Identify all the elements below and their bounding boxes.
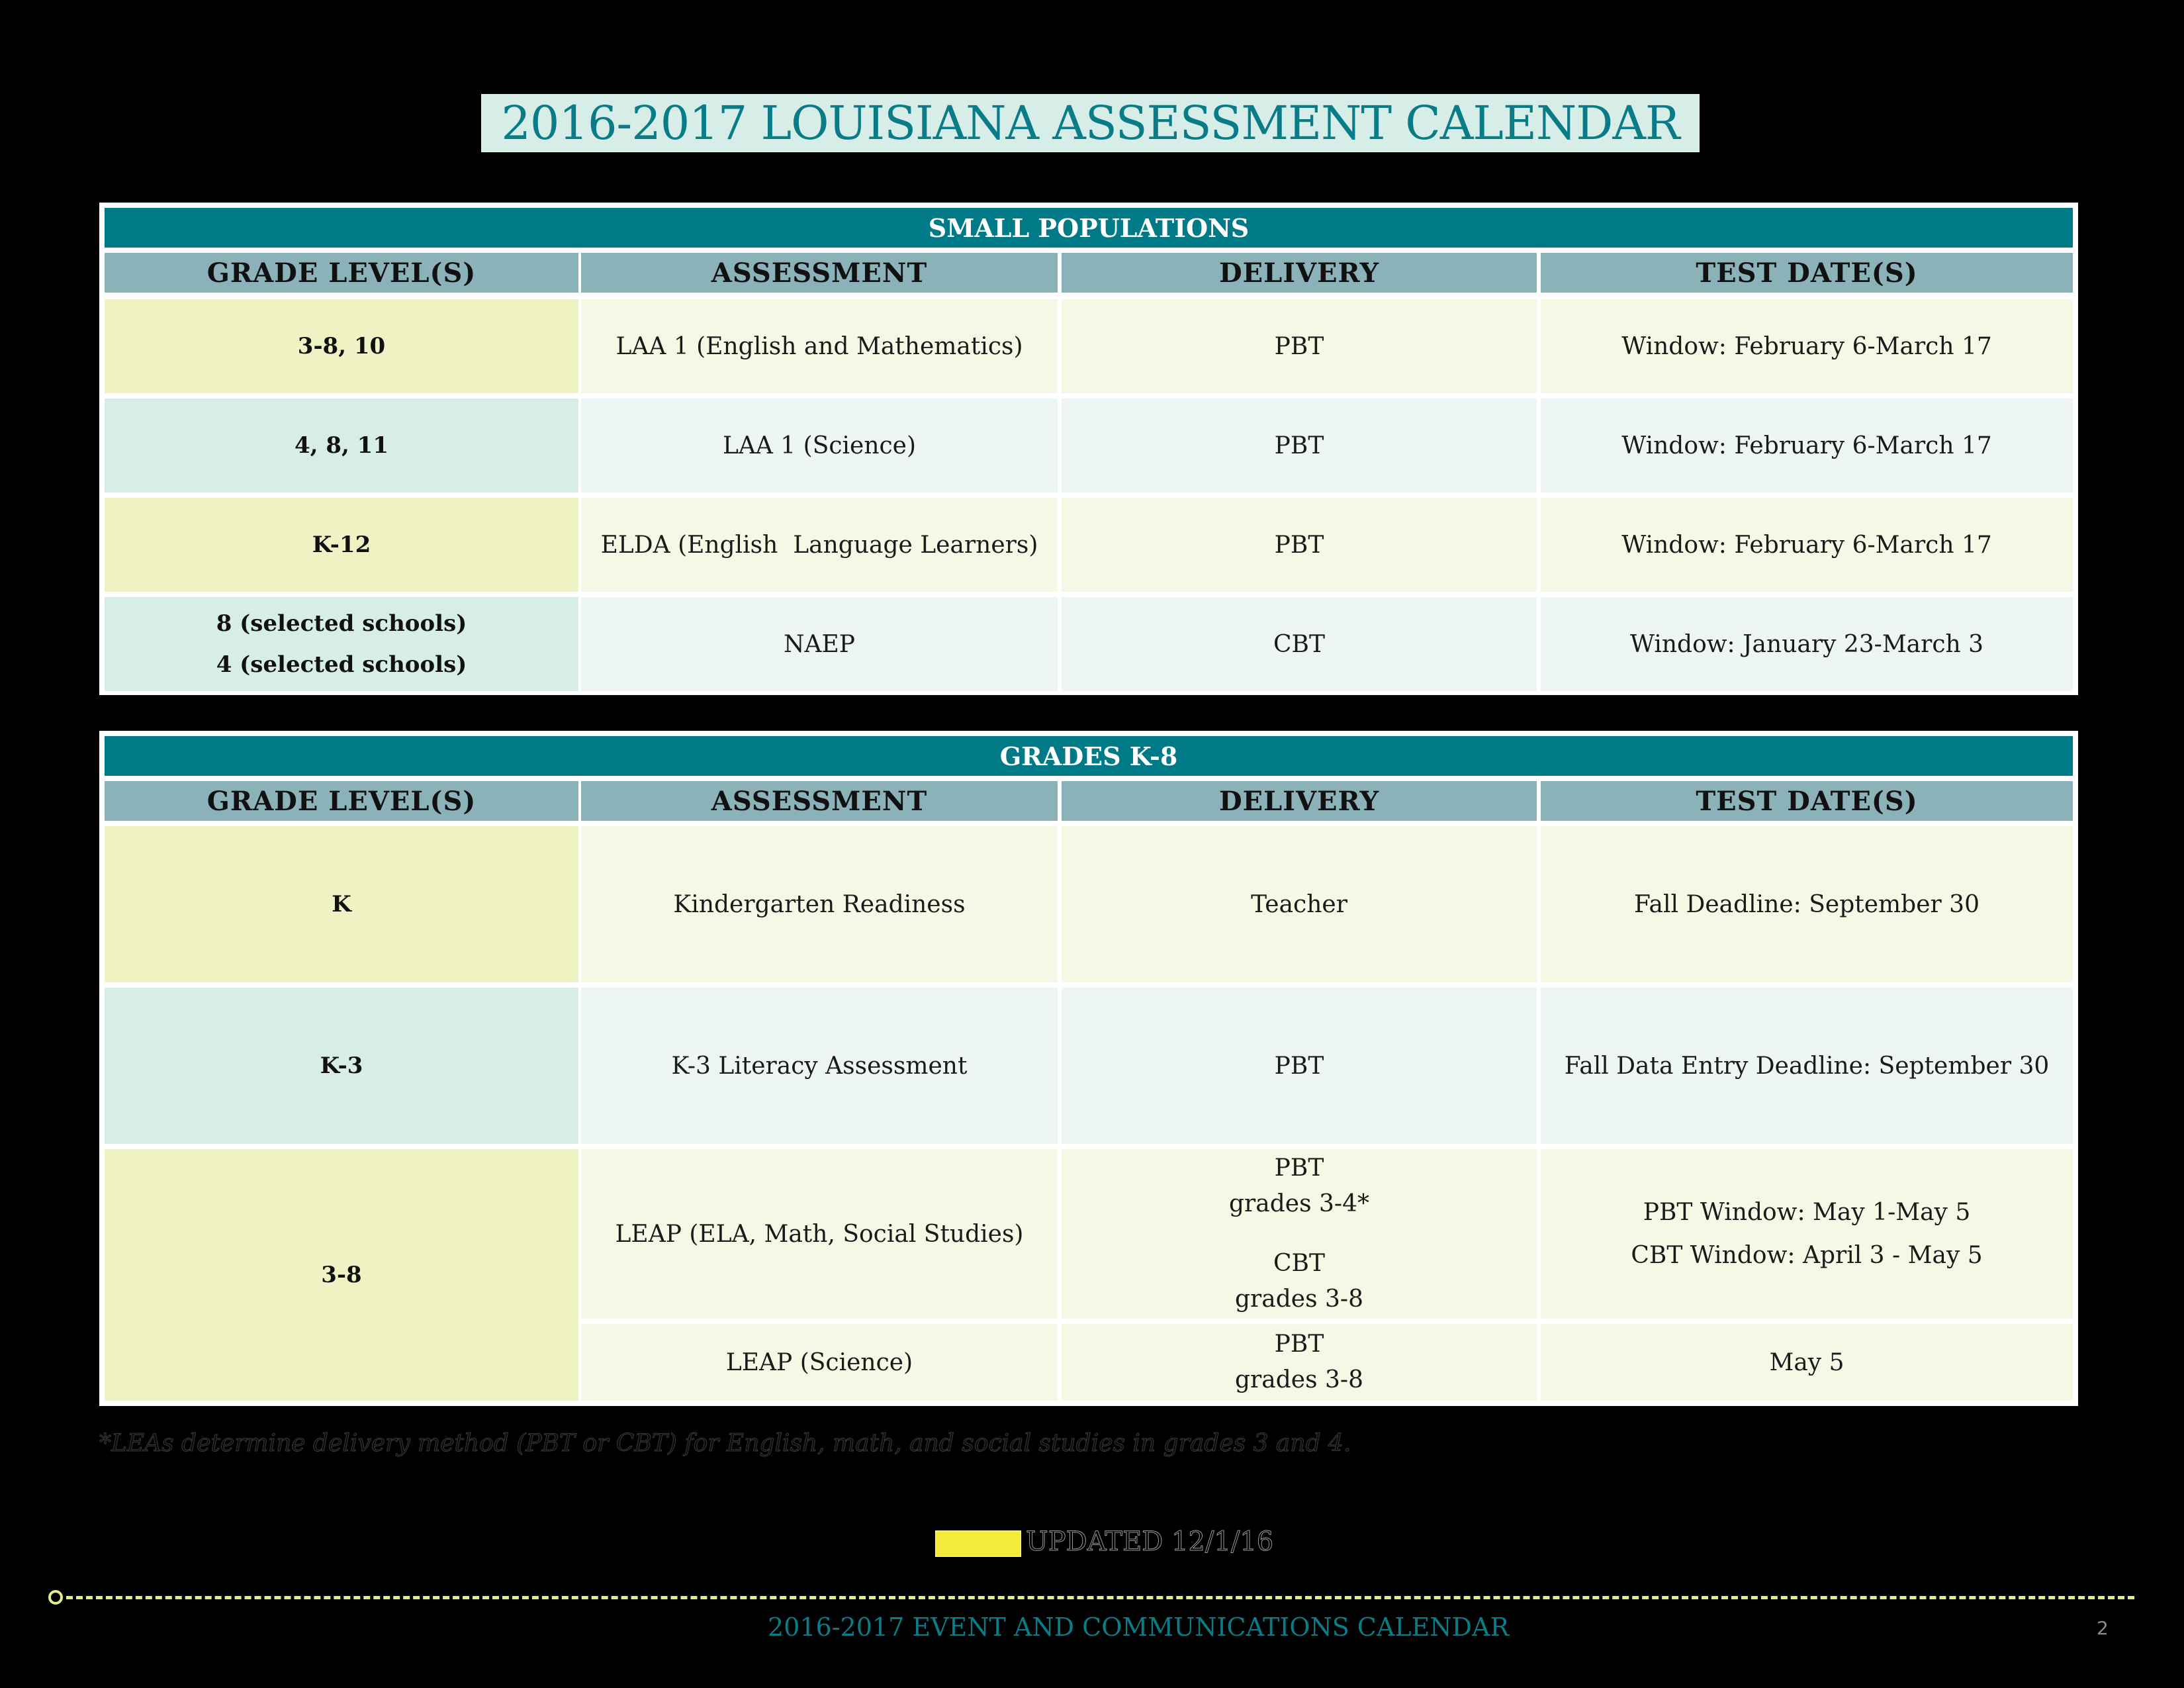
grade-cell: 3-8, 10 xyxy=(105,299,578,393)
grade-cell: K xyxy=(105,826,578,982)
column-header-assessment: ASSESSMENT xyxy=(581,253,1058,293)
test-dates-cell: Window: January 23-March 3 xyxy=(1541,597,2073,691)
delivery-cell: PBT xyxy=(1062,299,1537,393)
column-header-delivery: DELIVERY xyxy=(1062,253,1537,293)
small-populations-table xyxy=(99,203,2078,695)
date-line: CBT Window: April 3 - May 5 xyxy=(1631,1242,1983,1269)
delivery-line: grades 3-8 xyxy=(1235,1366,1363,1393)
delivery-line: PBT xyxy=(1274,1331,1324,1358)
assessment-cell: LEAP (ELA, Math, Social Studies) xyxy=(581,1149,1058,1319)
footer-title: 2016-2017 EVENT AND COMMUNICATIONS CALENDAR xyxy=(768,1613,1510,1642)
dashed-divider xyxy=(66,1596,2134,1599)
delivery-line: grades 3-4* xyxy=(1229,1190,1369,1217)
test-dates-cell: Window: February 6-March 17 xyxy=(1541,299,2073,393)
delivery-line: CBT xyxy=(1273,1250,1325,1277)
assessment-cell: LAA 1 (Science) xyxy=(581,399,1058,492)
page-number: 2 xyxy=(2097,1617,2109,1639)
delivery-cell xyxy=(1062,1149,1537,1319)
column-header-grade: GRADE LEVEL(S) xyxy=(105,781,578,821)
divider-circle-icon xyxy=(48,1590,63,1605)
delivery-cell xyxy=(1062,1324,1537,1401)
column-header-grade: GRADE LEVEL(S) xyxy=(105,253,578,293)
test-dates-cell: Window: February 6-March 17 xyxy=(1541,498,2073,592)
updated-highlight-swatch xyxy=(935,1530,1021,1557)
assessment-cell: LEAP (Science) xyxy=(581,1324,1058,1401)
grade-line: 8 (selected schools) xyxy=(216,610,467,637)
grade-cell: 3-8 xyxy=(105,1149,578,1401)
delivery-cell: PBT xyxy=(1062,498,1537,592)
column-header-delivery: DELIVERY xyxy=(1062,781,1537,821)
page-title: 2016-2017 LOUISIANA ASSESSMENT CALENDAR xyxy=(481,94,1700,152)
grade-line: 4 (selected schools) xyxy=(216,651,467,678)
assessment-cell: K-3 Literacy Assessment xyxy=(581,988,1058,1144)
delivery-cell: CBT xyxy=(1062,597,1537,691)
delivery-line: PBT xyxy=(1274,1154,1324,1182)
delivery-cell: Teacher xyxy=(1062,826,1537,982)
grade-cell xyxy=(105,597,578,691)
column-header-test-dates: TEST DATE(S) xyxy=(1541,781,2073,821)
grades-k8-table xyxy=(99,731,2078,1406)
assessment-cell: ELDA (English Language Learners) xyxy=(581,498,1058,592)
footnote: *LEAs determine delivery method (PBT or CBT) for English, math, and social studies in grades 3 and 4. xyxy=(99,1430,1351,1457)
test-dates-cell: Window: February 6-March 17 xyxy=(1541,399,2073,492)
grade-cell: K-3 xyxy=(105,988,578,1144)
test-dates-cell: May 5 xyxy=(1541,1324,2073,1401)
section-title: GRADES K-8 xyxy=(105,736,2073,776)
delivery-cell: PBT xyxy=(1062,988,1537,1144)
delivery-cell: PBT xyxy=(1062,399,1537,492)
grade-cell: 4, 8, 11 xyxy=(105,399,578,492)
test-dates-cell: Fall Deadline: September 30 xyxy=(1541,826,2073,982)
date-line: PBT Window: May 1-May 5 xyxy=(1643,1199,1971,1226)
column-header-assessment: ASSESSMENT xyxy=(581,781,1058,821)
section-title: SMALL POPULATIONS xyxy=(105,208,2073,248)
column-header-test-dates: TEST DATE(S) xyxy=(1541,253,2073,293)
delivery-line: grades 3-8 xyxy=(1235,1286,1363,1313)
assessment-cell: Kindergarten Readiness xyxy=(581,826,1058,982)
updated-label: UPDATED 12/1/16 xyxy=(1026,1526,1274,1557)
test-dates-cell: Fall Data Entry Deadline: September 30 xyxy=(1541,988,2073,1144)
assessment-cell: LAA 1 (English and Mathematics) xyxy=(581,299,1058,393)
grade-cell: K-12 xyxy=(105,498,578,592)
test-dates-cell xyxy=(1541,1149,2073,1319)
assessment-cell: NAEP xyxy=(581,597,1058,691)
